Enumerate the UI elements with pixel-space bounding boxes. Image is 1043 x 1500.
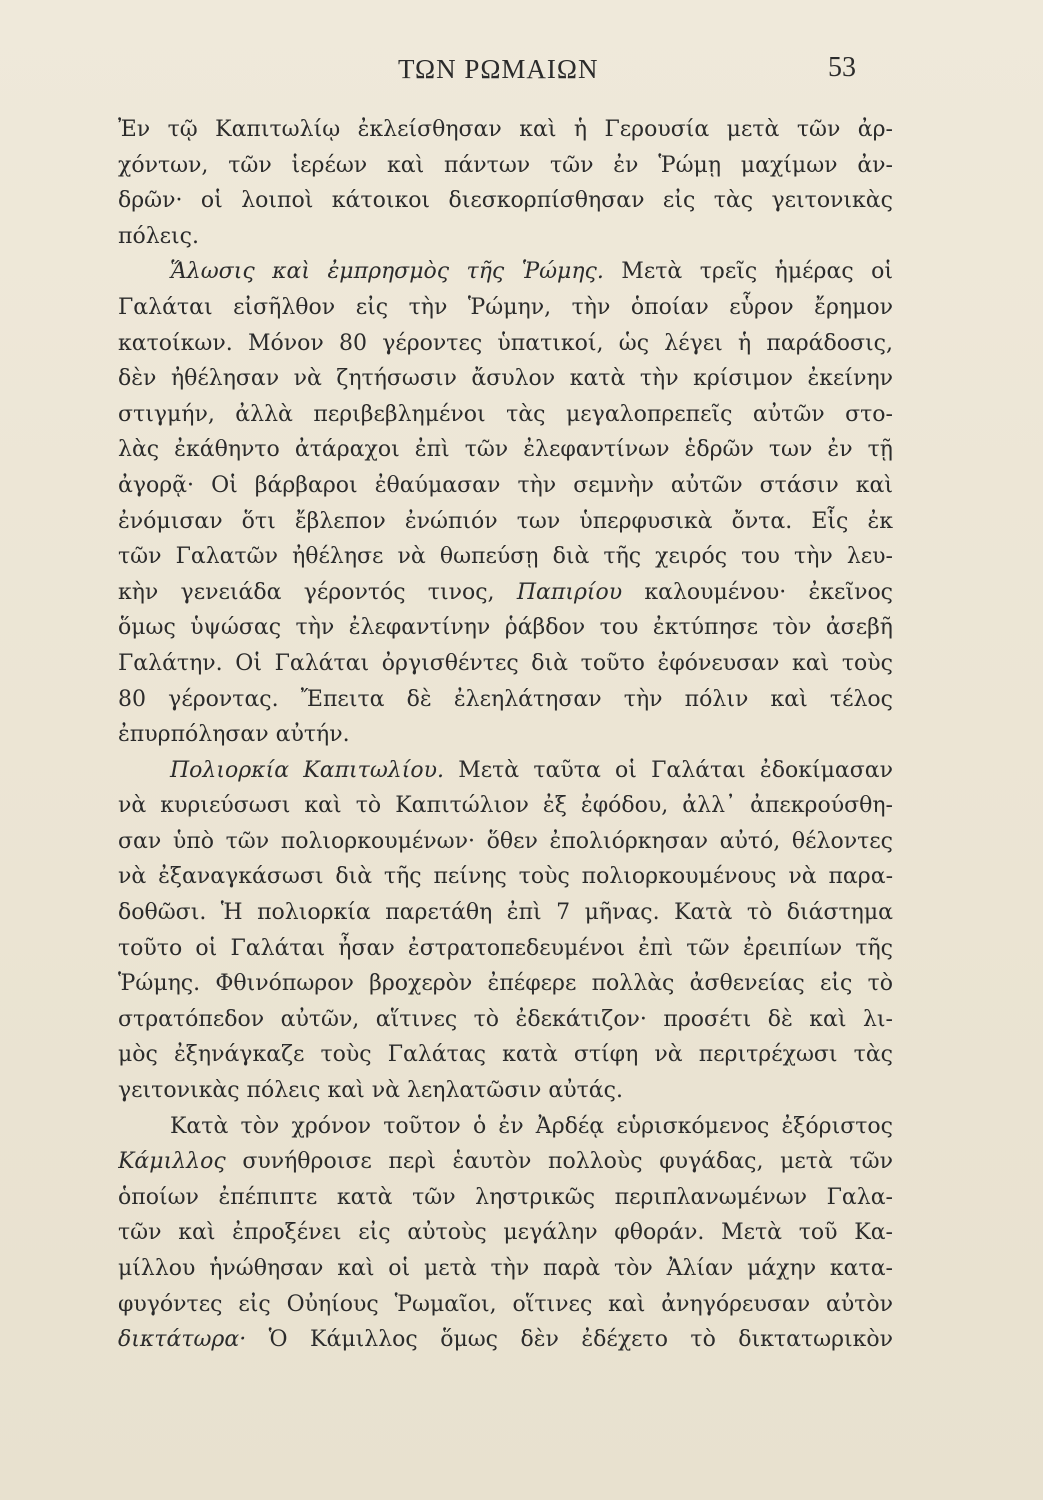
text-line [118,432,893,468]
text-line [118,397,893,433]
italic-heading-text: Παπιρίου [516,579,623,605]
text-line [118,219,893,255]
italic-heading-text: Πολιορκία Καπιτωλίου. [170,757,444,783]
text-line [118,1109,893,1145]
text-line [118,504,893,540]
text-line [118,717,893,753]
text-line [118,682,893,718]
text-line [118,183,893,219]
text-line [118,112,893,148]
line-text: φυγόντες εἰς Οὐηίους Ῥωμαῖοι, οἵτινες καὶ ἀνηγόρευσαν αὐτὸν [118,1291,893,1317]
line-text: δοθῶσι. Ἡ πολιορκία παρετάθη ἐπὶ 7 μῆνας. Κατὰ τὸ διάστημα [118,900,893,926]
text-line [118,966,893,1002]
line-text: κὴν γενειάδα γέροντός τινος, [118,579,517,605]
line-text: Ῥώμης. Φθινόπωρον βροχερὸν ἐπέφερε πολλὰς ἀσθενείας εἰς τὸ [118,971,893,997]
text-line [118,254,893,290]
line-text: πόλεις. [118,223,199,249]
line-text: δὲν ἠθέλησαν νὰ ζητήσωσιν ἄσυλον κατὰ τὴν κρίσιμον ἐκείνην [118,366,893,392]
text-line [118,1251,893,1287]
line-text: Ὁ Κάμιλλος ὅμως δὲν ἐδέχετο τὸ δικτατωρικὸν [246,1327,893,1353]
page-number: 53 [828,52,856,83]
text-line [118,539,893,575]
italic-heading-text: Ἅλωσις καὶ ἐμπρησμὸς τῆς Ῥώμης. [170,259,604,285]
line-text: στρατόπεδον αὐτῶν, αἵτινες τὸ ἐδεκάτιζον· προσέτι δὲ καὶ λι- [118,1006,893,1032]
line-text: Γαλάται εἰσῆλθον εἰς τὴν Ῥώμην, τὴν ὁποίαν εὗρον ἔρημον [118,294,893,320]
text-line [118,575,893,611]
line-text: σαν ὑπὸ τῶν πολιορκουμένων· ὅθεν ἐπολιόρκησαν αὐτό, θέλοντες [118,828,893,854]
text-line [118,610,893,646]
text-line [118,468,893,504]
line-text: Ἐν τῷ Καπιτωλίῳ ἐκλείσθησαν καὶ ἡ Γερουσία μετὰ τῶν ἀρ- [118,117,893,142]
line-text: ὅμως ὑψώσας τὴν ἐλεφαντίνην ῥάβδον του ἐκτύπησε τὸν ἀσεβῆ [118,615,893,641]
text-line [118,1073,893,1109]
text-line [118,290,893,326]
text-line [118,1287,893,1323]
line-text: νὰ ἐξαναγκάσωσι διὰ τῆς πείνης τοὺς πολιορκουμένους νὰ παρα- [118,864,893,890]
line-text: 80 γέροντας. Ἔπειτα δὲ ἐλεηλάτησαν τὴν πόλιν καὶ τέλος [118,686,893,712]
text-line [118,931,893,967]
text-line [118,753,893,789]
text-line [118,859,893,895]
line-text: ἐπυρπόλησαν αὐτήν. [118,722,350,748]
line-text: καλουμένου· ἐκεῖνος [622,579,893,605]
line-text: Μετὰ τρεῖς ἡμέρας οἱ [603,259,893,285]
italic-heading-text: δικτάτωρα· [118,1327,247,1353]
line-text: μὸς ἐξηνάγκαζε τοὺς Γαλάτας κατὰ στίφη νὰ περιτρέχωσι τὰς [118,1042,893,1068]
text-line [118,1037,893,1073]
line-text: γειτονικὰς πόλεις καὶ νὰ λεηλατῶσιν αὐτάς. [118,1078,623,1104]
text-line [118,1180,893,1216]
text-line [118,326,893,362]
line-text: τοῦτο οἱ Γαλάται ἦσαν ἐστρατοπεδευμένοι ἐπὶ τῶν ἐρειπίων τῆς [118,935,893,961]
text-line [118,361,893,397]
line-text: Μετὰ ταῦτα οἱ Γαλάται ἐδοκίμασαν [443,757,893,783]
line-text: τῶν Γαλατῶν ἠθέλησε νὰ θωπεύσῃ διὰ τῆς χειρός του τὴν λευ- [118,544,893,570]
text-line [118,1215,893,1251]
body-text [118,112,893,1358]
text-line [118,1144,893,1180]
line-text: λὰς ἐκάθηντο ἀτάραχοι ἐπὶ τῶν ἐλεφαντίνων ἑδρῶν των ἐν τῇ [118,437,893,463]
line-text: ὁποίων ἐπέπιπτε κατὰ τῶν ληστρικῶς περιπλανωμένων Γαλα- [118,1184,893,1210]
line-text: ἐνόμισαν ὅτι ἔβλεπον ἐνώπιόν των ὑπερφυσικὰ ὄντα. Εἷς ἐκ [118,508,893,534]
line-text: μίλλου ἡνώθησαν καὶ οἱ μετὰ τὴν παρὰ τὸν Ἀλίαν μάχην κατα- [118,1256,893,1281]
line-text: νὰ κυριεύσωσι καὶ τὸ Καπιτώλιον ἐξ ἐφόδου, ἀλλ᾽ ἀπεκρούσθη- [118,793,893,819]
text-line [118,1002,893,1038]
line-text: τῶν καὶ ἐπροξένει εἰς αὐτοὺς μεγάλην φθοράν. Μετὰ τοῦ Κα- [118,1220,893,1246]
running-title: ΤΩΝ ΡΩΜΑΙΩΝ [398,54,599,84]
text-line [118,895,893,931]
line-text: συνήθροισε περὶ ἑαυτὸν πολλοὺς φυγάδας, μετὰ τῶν [225,1149,893,1175]
text-line [118,788,893,824]
line-text: Γαλάτην. Οἱ Γαλάται ὀργισθέντες διὰ τοῦτο ἐφόνευσαν καὶ τοὺς [118,650,893,676]
line-text: ἀγορᾷ· Οἱ βάρβαροι ἐθαύμασαν τὴν σεμνὴν αὐτῶν στάσιν καὶ [118,472,893,498]
line-text: χόντων, τῶν ἱερέων καὶ πάντων τῶν ἐν Ῥώμῃ μαχίμων ἀν- [118,152,893,178]
text-line [118,824,893,860]
line-text: κατοίκων. Μόνον 80 γέροντες ὑπατικοί, ὡς λέγει ἡ παράδοσις, [118,330,893,356]
page-header [0,52,1043,92]
text-line [118,646,893,682]
line-text: στιγμήν, ἀλλὰ περιβεβλημένοι τὰς μεγαλοπρεπεῖς αὐτῶν στο- [118,401,893,427]
italic-heading-text: Κάμιλλος [118,1149,226,1175]
text-line [118,148,893,184]
line-text: δρῶν· οἱ λοιποὶ κάτοικοι διεσκορπίσθησαν εἰς τὰς γειτονικὰς [118,188,893,214]
text-line [118,1322,893,1358]
line-text: Κατὰ τὸν χρόνον τοῦτον ὁ ἐν Ἀρδέᾳ εὑρισκόμενος ἐξόριστος [170,1113,893,1139]
